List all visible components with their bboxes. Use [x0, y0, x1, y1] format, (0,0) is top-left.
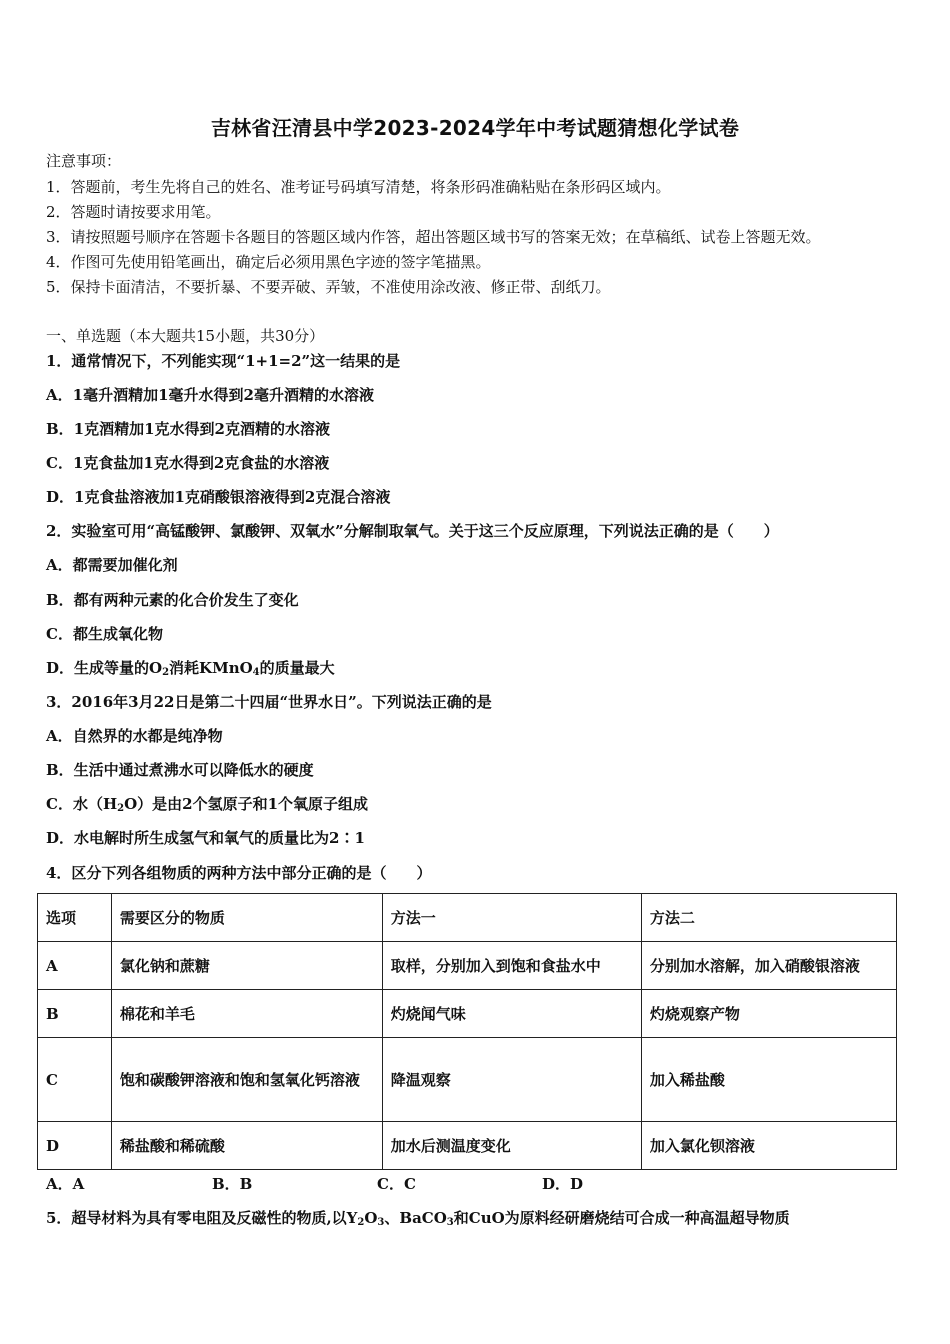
page-title: 吉林省汪清县中学2023-2024学年中考试题猜想化学试卷 — [210, 116, 740, 140]
question-5-stem — [46, 1208, 790, 1233]
note-item: 2．答题时请按要求用笔。 — [46, 203, 221, 221]
q4-answer-d: D．D — [542, 1175, 584, 1193]
q2-option-c: C．都生成氧化物 — [46, 625, 163, 643]
subscript: 2 — [117, 803, 125, 814]
table-cell: 稀盐酸和稀硫酸 — [111, 1122, 382, 1170]
table-cell: C — [38, 1038, 112, 1122]
table-header-cell: 方法二 — [641, 894, 896, 942]
text-segment: 、BaCO — [384, 1209, 447, 1227]
subscript: 3 — [446, 1217, 454, 1228]
table-cell: 降温观察 — [382, 1038, 641, 1122]
table-header-cell: 需要区分的物质 — [111, 894, 382, 942]
question-1-stem: 1．通常情况下，不列能实现“1+1=2”这一结果的是 — [46, 352, 401, 370]
text-segment: 消耗KMnO — [169, 659, 253, 677]
table-header-row — [38, 894, 897, 942]
text-segment: D．生成等量的O — [46, 659, 163, 677]
q1-option-d: D．1克食盐溶液加1克硝酸银溶液得到2克混合溶液 — [46, 488, 391, 506]
text-segment: 5．超导材料为具有零电阻及反磁性的物质,以Y — [46, 1209, 358, 1227]
table-cell: D — [38, 1122, 112, 1170]
q1-option-a: A．1毫升酒精加1毫升水得到2毫升酒精的水溶液 — [46, 386, 374, 404]
text-segment: 的质量最大 — [259, 659, 335, 677]
table-cell: 加入稀盐酸 — [641, 1038, 896, 1122]
table-cell: 取样，分别加入到饱和食盐水中 — [382, 942, 641, 990]
question-3-stem: 3．2016年3月22日是第二十四届“世界水日”。下列说法正确的是 — [46, 693, 492, 711]
table-cell: 棉花和羊毛 — [111, 990, 382, 1038]
table-cell: 加水后测温度变化 — [382, 1122, 641, 1170]
subscript: 2 — [357, 1217, 365, 1228]
q3-option-b: B．生活中通过煮沸水可以降低水的硬度 — [46, 761, 314, 779]
table-cell: B — [38, 990, 112, 1038]
table-cell: 氯化钠和蔗糖 — [111, 942, 382, 990]
text-segment: O）是由2个氢原子和1个氧原子组成 — [124, 795, 369, 813]
note-item: 3．请按照题号顺序在答题卡各题目的答题区域内作答，超出答题区域书写的答案无效；在草稿纸、试卷上答题无效。 — [46, 228, 821, 246]
q1-option-c: C．1克食盐加1克水得到2克食盐的水溶液 — [46, 454, 330, 472]
q4-answer-a: A．A — [46, 1175, 85, 1193]
q2-option-b: B．都有两种元素的化合价发生了变化 — [46, 591, 299, 609]
table-cell: 加入氯化钡溶液 — [641, 1122, 896, 1170]
table-cell: 灼烧观察产物 — [641, 990, 896, 1038]
question-4-stem: 4．区分下列各组物质的两种方法中部分正确的是（ ） — [46, 864, 432, 882]
text-segment: C．水（H — [46, 795, 118, 813]
table-row — [38, 942, 897, 990]
table-row — [38, 990, 897, 1038]
question-2-stem: 2．实验室可用“高锰酸钾、氯酸钾、双氧水”分解制取氧气。关于这三个反应原理，下列说法正确的是（ ） — [46, 522, 779, 540]
q2-option-d — [46, 658, 335, 683]
text-segment: O — [364, 1209, 378, 1227]
table-cell: A — [38, 942, 112, 990]
q3-option-c — [46, 794, 368, 819]
table-cell: 饱和碳酸钾溶液和饱和氢氧化钙溶液 — [111, 1038, 382, 1122]
table-header-cell: 方法一 — [382, 894, 641, 942]
table-cell: 灼烧闻气味 — [382, 990, 641, 1038]
q4-answer-b: B．B — [212, 1175, 253, 1193]
table-cell: 分别加水溶解，加入硝酸银溶液 — [641, 942, 896, 990]
subscript: 2 — [162, 667, 170, 678]
notes-heading: 注意事项： — [46, 152, 122, 170]
table-header-cell: 选项 — [38, 894, 112, 942]
q3-option-a: A．自然界的水都是纯净物 — [46, 727, 223, 745]
text-segment: 和CuO为原料经研磨烧结可合成一种高温超导物质 — [453, 1209, 790, 1227]
q2-option-a: A．都需要加催化剂 — [46, 556, 178, 574]
q1-option-b: B．1克酒精加1克水得到2克酒精的水溶液 — [46, 420, 330, 438]
subscript: 3 — [377, 1217, 385, 1228]
section-heading: 一、单选题（本大题共15小题，共30分） — [46, 327, 325, 345]
table-row — [38, 1122, 897, 1170]
q4-table — [37, 893, 897, 1170]
subscript: 4 — [252, 667, 260, 678]
note-item: 5．保持卡面清洁，不要折暴、不要弄破、弄皱，不准使用涂改液、修正带、刮纸刀。 — [46, 278, 611, 296]
table-row — [38, 1038, 897, 1122]
note-item: 4．作图可先使用铅笔画出，确定后必须用黑色字迹的签字笔描黑。 — [46, 253, 491, 271]
q4-answer-c: C．C — [377, 1175, 416, 1193]
note-item: 1．答题前，考生先将自己的姓名、准考证号码填写清楚，将条形码准确粘贴在条形码区域内。 — [46, 178, 671, 196]
q3-option-d: D．水电解时所生成氢气和氧气的质量比为2∶1 — [46, 829, 365, 847]
